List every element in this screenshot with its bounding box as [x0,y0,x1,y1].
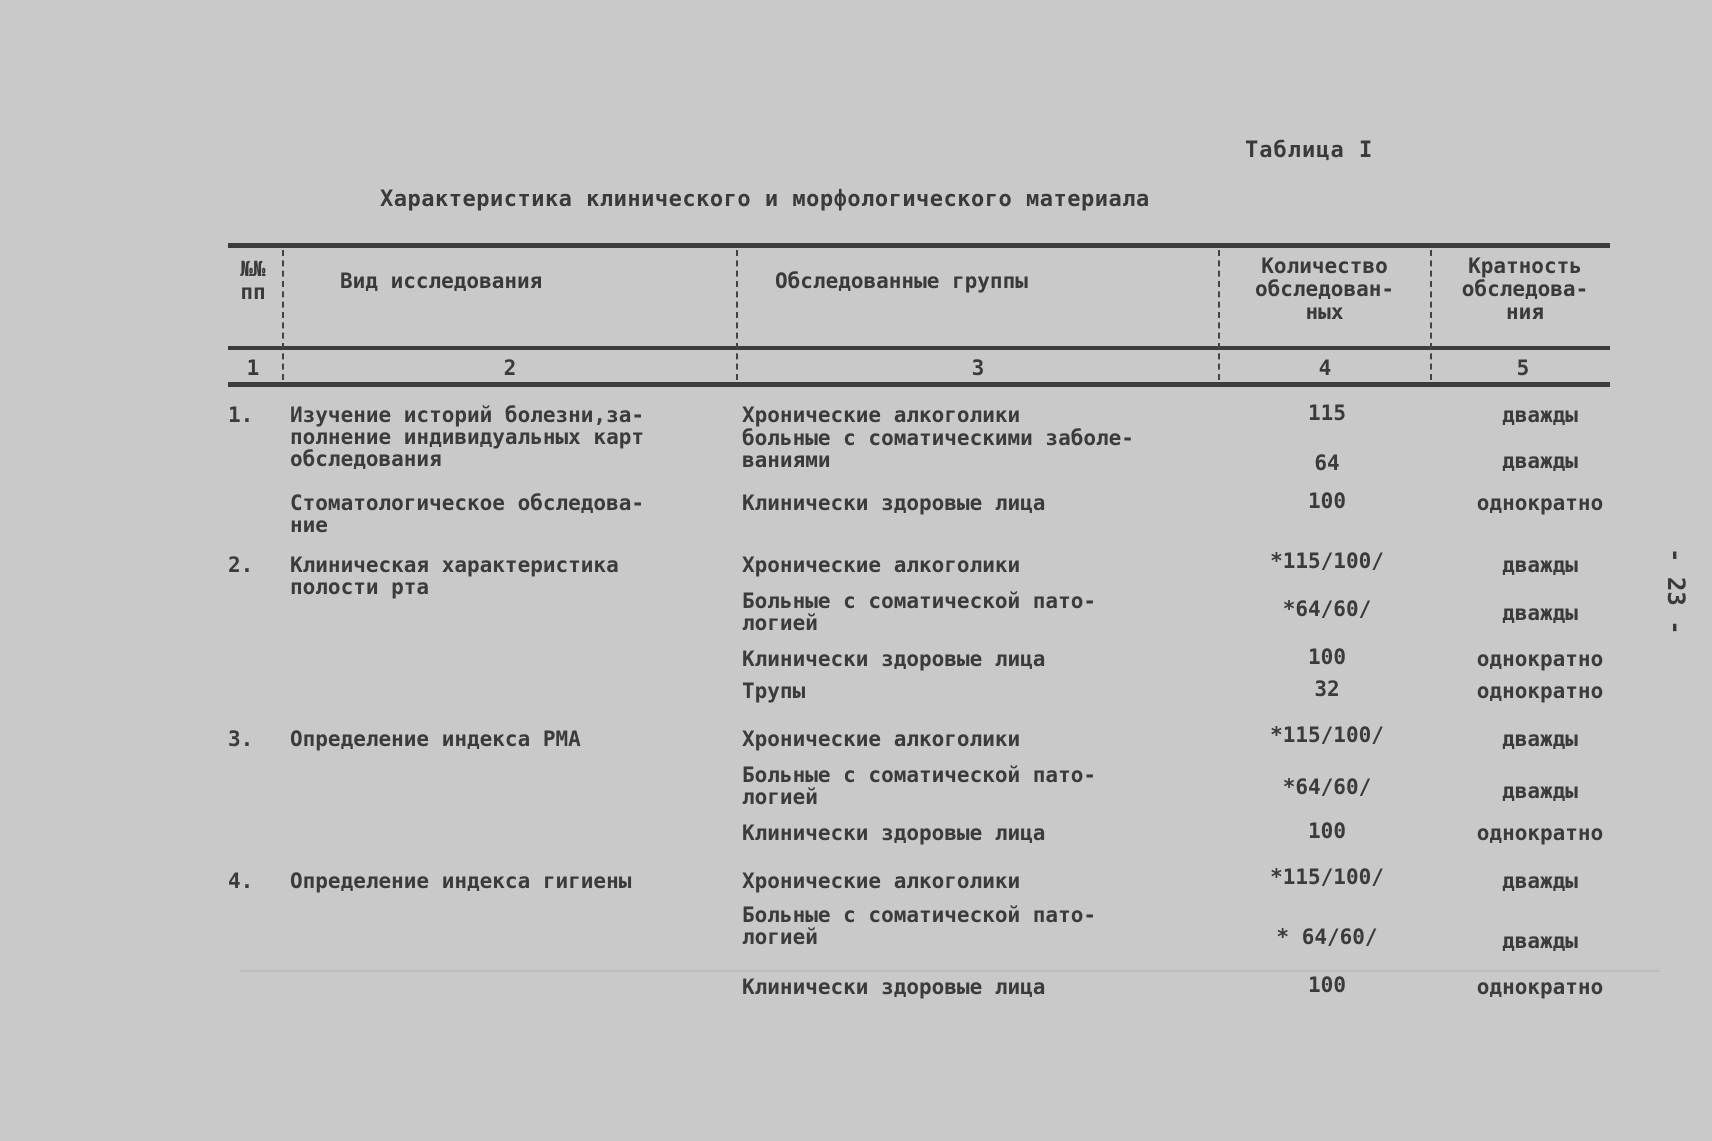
row-number: 3. [228,727,254,751]
count-value: *115/100/ [1270,549,1384,573]
study-type [290,728,720,750]
group-name [742,728,1222,750]
header-col4-line3: ных [1305,300,1344,324]
group-line: Хронические алкоголики [742,403,1021,427]
header-col1-line2: пп [240,280,266,304]
study-line: Стоматологическое обследова- [290,491,645,515]
group-line: Больные с соматической пато- [742,763,1097,787]
study-line: Клиническая характеристика [290,553,619,577]
frequency-value: дважды [1502,601,1578,625]
frequency-value: однократно [1476,491,1604,515]
header-bottom-rule [228,346,1610,350]
count-value: * 64/60/ [1276,925,1378,949]
group-name [742,554,1222,576]
group-line: Хронические алкоголики [742,727,1021,751]
colnum-2: 2 [503,356,517,380]
header-col2: Вид исследования [340,269,543,293]
group-line: ваниями [742,448,831,472]
frequency-value: однократно [1476,975,1604,999]
group-line: Больные с соматической пато- [742,589,1097,613]
frequency-value: дважды [1502,869,1578,893]
header-col4 [1222,255,1427,324]
count-value: 64 [1314,451,1340,475]
row-number: 2. [228,553,254,577]
row-number: 1. [228,403,254,427]
group-name [742,427,1222,471]
count-value: *115/100/ [1270,723,1384,747]
group-line: логией [742,785,818,809]
table-title: Характеристика клинического и морфологического материала [380,187,1150,212]
header-col5-line1: Кратность [1468,254,1582,278]
count-value: 100 [1308,489,1346,513]
header-col5 [1436,255,1614,324]
frequency-value: дважды [1502,553,1578,577]
study-line: обследования [290,447,442,471]
frequency-value: дважды [1502,779,1578,803]
frequency-value: однократно [1476,679,1604,703]
group-name [742,764,1222,808]
colnum-3: 3 [971,356,985,380]
frequency-value: дважды [1502,929,1578,953]
count-value: *64/60/ [1282,775,1372,799]
count-value: *115/100/ [1270,865,1384,889]
study-line: полнение индивидуальных карт [290,425,645,449]
group-line: логией [742,925,818,949]
group-name [742,680,1222,702]
header-col1-line1: №№ [240,257,266,281]
study-type [290,870,720,892]
study-type [290,404,720,470]
group-line: Трупы [742,679,806,703]
colnum-1: 1 [246,356,260,380]
group-line: больные с соматическими заболе- [742,426,1134,450]
study-line: Определение индекса гигиены [290,869,632,893]
frequency-value: однократно [1476,821,1604,845]
header-col5-line3: ния [1506,300,1544,324]
group-name [742,404,1222,426]
count-value: 32 [1314,677,1340,701]
study-line: Изучение историй болезни,за- [290,403,645,427]
count-value: 100 [1308,645,1346,669]
study-line: Определение индекса РМА [290,727,581,751]
count-value: 100 [1308,819,1346,843]
group-name [742,976,1222,998]
page-number: - 23 - [1662,548,1690,635]
header-col4-line1: Количество [1261,254,1388,278]
count-value: *64/60/ [1282,597,1372,621]
group-line: Хронические алкоголики [742,869,1021,893]
frequency-value: дважды [1502,449,1578,473]
group-line: Клинически здоровые лица [742,975,1046,999]
group-line: Хронические алкоголики [742,553,1021,577]
table-label: Таблица I [1245,138,1374,163]
group-name [742,648,1222,670]
study-type [290,554,720,598]
group-name [742,870,1222,892]
table-top-rule [228,243,1610,248]
study-line: ние [290,513,328,537]
count-value: 100 [1308,973,1346,997]
table-bottom-rule [240,970,1660,972]
header-col3: Обследованные группы [775,269,1028,293]
row-number: 4. [228,869,254,893]
group-line: Клинически здоровые лица [742,821,1046,845]
frequency-value: дважды [1502,403,1578,427]
group-line: логией [742,611,818,635]
frequency-value: однократно [1476,647,1604,671]
group-name [742,822,1222,844]
colnum-4: 4 [1318,356,1332,380]
header-col5-line2: обследова- [1461,277,1589,301]
colnum-bottom-rule [228,382,1610,387]
group-name [742,590,1222,634]
group-name [742,492,1222,514]
group-line: Больные с соматической пато- [742,903,1097,927]
header-col1 [228,258,278,304]
study-line: полости рта [290,575,430,599]
header-col4-line2: обследован- [1254,277,1395,301]
colnum-5: 5 [1516,356,1530,380]
study-type [290,492,720,536]
count-value: 115 [1308,401,1346,425]
frequency-value: дважды [1502,727,1578,751]
group-line: Клинически здоровые лица [742,491,1046,515]
group-line: Клинически здоровые лица [742,647,1046,671]
group-name [742,904,1222,948]
